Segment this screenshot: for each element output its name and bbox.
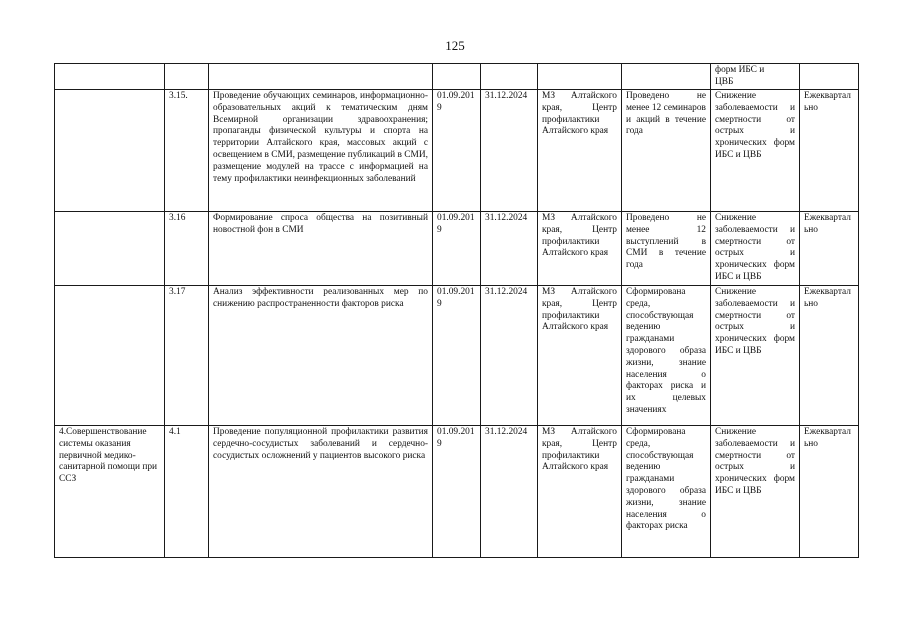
page-number: 125 — [445, 38, 465, 53]
responsible-cell: МЗ Алтайского края, Центр профилактики Алтайского края — [538, 90, 622, 212]
section-cell — [55, 286, 165, 426]
responsible-cell: МЗ Алтайского края, Центр профилактики Алтайского края — [538, 426, 622, 558]
frequency-cell: Ежеквартально — [800, 286, 859, 426]
end-date-cell: 31.12.2024 — [481, 286, 538, 426]
start-date-cell: 01.09.2019 — [433, 286, 481, 426]
frequency-cell — [800, 64, 859, 90]
end-date-cell: 31.12.2024 — [481, 212, 538, 286]
measure-cell: Проведение популяционной профилактики развития сердечно-сосудистых заболеваний и сердечно-сосудистых осложнений у пациентов высокого риска — [209, 426, 433, 558]
section-cell: 4.Совершенствование системы оказания первичной медико-санитарной помощи при ССЗ — [55, 426, 165, 558]
table-row — [55, 286, 859, 426]
responsible-cell — [538, 64, 622, 90]
measures-table — [54, 63, 859, 558]
table-row — [55, 426, 859, 558]
number-cell: 3.15. — [165, 90, 209, 212]
frequency-cell: Ежеквартально — [800, 426, 859, 558]
start-date-cell: 01.09.2019 — [433, 212, 481, 286]
responsible-cell: МЗ Алтайского края, Центр профилактики Алтайского края — [538, 212, 622, 286]
section-cell — [55, 64, 165, 90]
indicator-cell: Сформирована среда, способствующая ведению гражданами здорового образа жизни, знание населения о факторах риска — [622, 426, 711, 558]
section-cell — [55, 212, 165, 286]
indicator-cell: Проведено не менее 12 семинаров и акций в течение года — [622, 90, 711, 212]
table-row — [55, 212, 859, 286]
measure-cell: Проведение обучающих семинаров, информационно-образовательных акций к тематическим дням Всемирной организации здравоохранения; пропаганды физической культуры и спорта на территории Алтайского края, массовых акций с освещением в СМИ, размещение публикаций в СМИ, размещение модулей на трассе с информацией на тему профилактики неинфекционных заболеваний — [209, 90, 433, 212]
indicator-cell — [622, 64, 711, 90]
number-cell: 3.17 — [165, 286, 209, 426]
frequency-cell: Ежеквартально — [800, 90, 859, 212]
outcome-cell: Снижение заболеваемости и смертности от острых и хронических форм ИБС и ЦВБ — [711, 286, 800, 426]
outcome-cell: Снижение заболеваемости и смертности от острых и хронических форм ИБС и ЦВБ — [711, 90, 800, 212]
outcome-cell: Снижение заболеваемости и смертности от острых и хронических форм ИБС и ЦВБ — [711, 212, 800, 286]
responsible-cell: МЗ Алтайского края, Центр профилактики Алтайского края — [538, 286, 622, 426]
outcome-cell: Снижение заболеваемости и смертности от острых и хронических форм ИБС и ЦВБ — [711, 426, 800, 558]
end-date-cell: 31.12.2024 — [481, 90, 538, 212]
end-date-cell: 31.12.2024 — [481, 426, 538, 558]
outcome-cell: форм ИБС и ЦВБ — [711, 64, 800, 90]
indicator-cell: Проведено не менее 12 выступлений в СМИ в течение года — [622, 212, 711, 286]
number-cell — [165, 64, 209, 90]
end-date-cell — [481, 64, 538, 90]
table-row — [55, 90, 859, 212]
measure-cell: Анализ эффективности реализованных мер по снижению распространенности факторов риска — [209, 286, 433, 426]
section-cell — [55, 90, 165, 212]
number-cell: 4.1 — [165, 426, 209, 558]
frequency-cell: Ежеквартально — [800, 212, 859, 286]
number-cell: 3.16 — [165, 212, 209, 286]
measure-cell — [209, 64, 433, 90]
start-date-cell — [433, 64, 481, 90]
measure-cell: Формирование спроса общества на позитивный новостной фон в СМИ — [209, 212, 433, 286]
indicator-cell: Сформирована среда, способствующая ведению гражданами здорового образа жизни, знание населения о факторах риска и их целевых значениях — [622, 286, 711, 426]
start-date-cell: 01.09.2019 — [433, 90, 481, 212]
continuation-row — [55, 64, 859, 90]
start-date-cell: 01.09.2019 — [433, 426, 481, 558]
